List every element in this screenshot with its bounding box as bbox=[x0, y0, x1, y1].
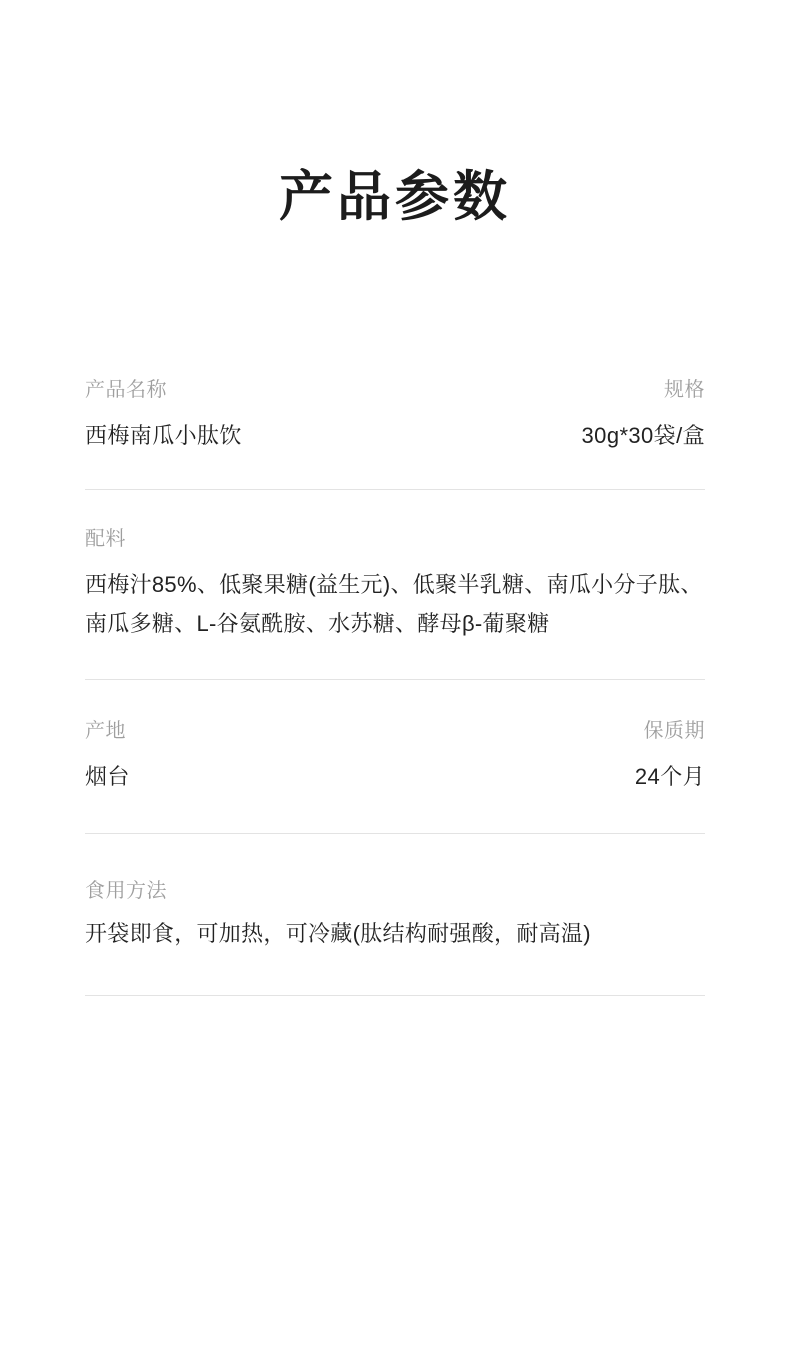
value-usage: 开袋即食，可加热，可冷藏(肽结构耐强酸，耐高温) bbox=[85, 920, 591, 946]
value-ingredients: 西梅汁85%、低聚果糖(益生元)、低聚半乳糖、南瓜小分子肽、南瓜多糖、L-谷氨酰胺、水苏糖、酵母β-葡聚糖 bbox=[85, 572, 703, 636]
label-ingredients: 配料 bbox=[85, 528, 126, 551]
label-usage: 食用方法 bbox=[85, 879, 167, 902]
spec-row-values bbox=[85, 419, 705, 453]
spec-row-usage bbox=[85, 834, 705, 995]
label-product-name: 产品名称 bbox=[85, 379, 167, 402]
label-origin: 产地 bbox=[85, 720, 126, 743]
divider-4 bbox=[85, 995, 705, 996]
value-shelf-life: 24个月 bbox=[634, 764, 705, 790]
spec-row-ingredients bbox=[85, 490, 705, 679]
spec-row-labels bbox=[85, 718, 705, 744]
spec-row-labels bbox=[85, 377, 705, 403]
label-specification: 规格 bbox=[664, 379, 705, 402]
spec-row-values bbox=[85, 760, 705, 794]
value-origin: 烟台 bbox=[85, 764, 130, 790]
label-shelf-life: 保质期 bbox=[643, 720, 705, 743]
value-product-name: 西梅南瓜小肽饮 bbox=[85, 423, 242, 449]
page-title: 产品参数 bbox=[279, 167, 511, 227]
spec-row-origin bbox=[85, 680, 705, 832]
spec-table bbox=[85, 227, 705, 995]
value-specification: 30g*30袋/盒 bbox=[581, 423, 705, 449]
spec-row-labels bbox=[85, 878, 705, 904]
spec-row-labels bbox=[85, 526, 705, 552]
spec-row-product-name bbox=[85, 377, 705, 489]
